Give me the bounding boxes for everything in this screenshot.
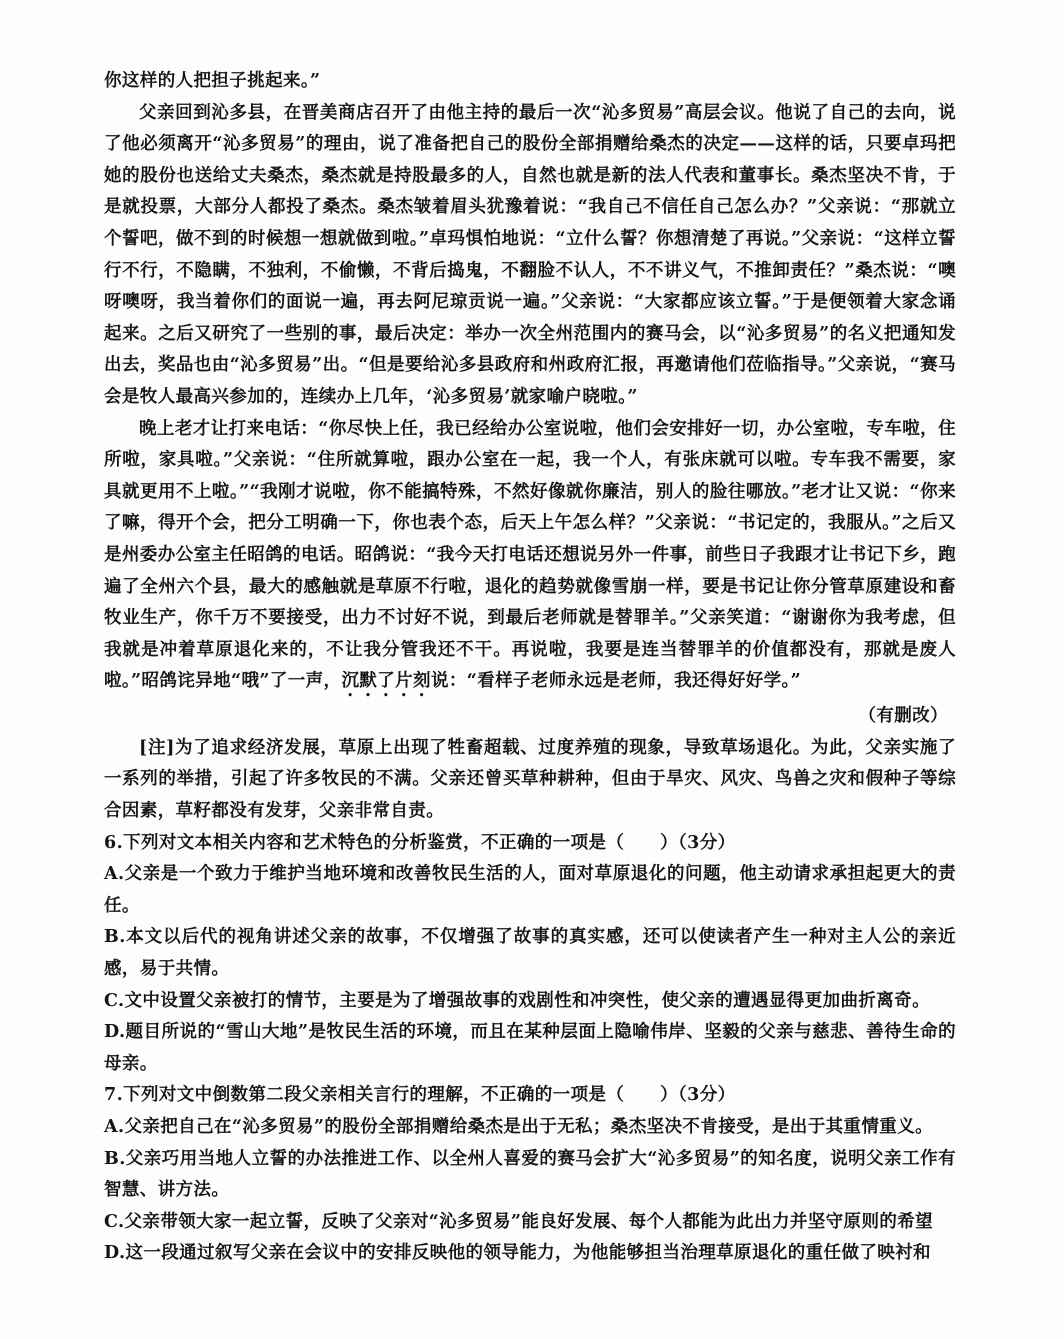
phone-text-after: 说：“看样子老师永远是老师，我还得好好学。” [430,671,802,692]
question-stem: 7.下列对文中倒数第二段父亲相关言行的理解，不正确的一项是（ ）（3分） [104,1085,736,1106]
question-6 [104,828,956,1081]
option-b: B.父亲巧用当地人立誓的办法推进工作、以全州人喜爱的赛马会扩大“沁多贸易”的知名度，说明父亲工作有智慧、讲方法。 [104,1148,956,1201]
question-7 [104,1080,956,1270]
option-b: B.本文以后代的视角讲述父亲的故事，不仅增强了故事的真实感，还可以使读者产生一种对主人公的亲近感，易于共情。 [104,927,956,980]
annotation-note: [注]为了追求经济发展，草原上出现了牲畜超载、过度养殖的现象，导致草场退化。为此，父亲实施了一系列的举措，引起了许多牧民的不满。父亲还曾买草种耕种，但由于旱灾、风灾、鸟兽之灾和假种子等综合因素，草籽都没有发芽，父亲非常自责。 [104,737,956,822]
passage-paragraph-phone [104,414,956,702]
option-a: A.父亲把自己在“沁多贸易”的股份全部捐赠给桑杰是出于无私；桑杰坚决不肯接受，是出于其重情重义。 [104,1117,933,1137]
passage-paragraph-meeting: 父亲回到沁多县，在晋美商店召开了由他主持的最后一次“沁多贸易”高层会议。他说了自己的去向，说了他必须离开“沁多贸易”的理由，说了准备把自己的股份全部捐赠给桑杰的决定——这样的话，只要卓玛把她的股份也送给丈夫桑杰，桑杰就是持股最多的人，自然也就是新的法人代表和董事长。桑杰坚决不肯，于是就投票，大部分人都投了桑杰。桑杰皱着眉头犹豫着说：“我自己不信任自己怎么办？”父亲说：“那就立个誓吧，做不到的时候想一想就做到啦。”卓玛惧怕地说：“立什么誓？你想清楚了再说。”父亲说：“这样立誓行不行，不隐瞒，不独利，不偷懒，不背后捣鬼，不翻脸不认人，不不讲义气，不推卸责任？”桑杰说：“噢呀噢呀，我当着你们的面说一遍，再去阿尼琼贡说一遍。”父亲说：“大家都应该立誓。”于是便领着大家念诵起来。之后又研究了一些别的事，最后决定：举办一次全州范围内的赛马会，以“沁多贸易”的名义把通知发出去，奖品也由“沁多贸易”出。“但是要给沁多县政府和州政府汇报，再邀请他们莅临指导。”父亲说，“赛马会是牧人最高兴参加的，连续办上几年，‘沁多贸易’就家喻户晓啦。” [104,102,956,407]
question-stem: 6.下列对文本相关内容和艺术特色的分析鉴赏，不正确的一项是（ ）（3分） [104,832,736,853]
option-c: C.文中设置父亲被打的情节，主要是为了增强故事的戏剧性和冲突性，使父亲的遭遇显得更加曲折离奇。 [104,990,931,1011]
option-a: A.父亲是一个致力于维护当地环境和改善牧民生活的人，面对草原退化的问题，他主动请求承担起更大的责任。 [104,864,956,916]
phone-text-before: 晚上老才让打来电话：“你尽快上任，我已经给办公室说啦，他们会安排好一切，办公室啦，专车啦，住所啦，家具啦。”父亲说：“住所就算啦，跟办公室在一起，我一个人，有张床就可以啦。专车我不需要，家具就更用不上啦。”“我刚才说啦，你不能搞特殊，不然好像就你廉洁，别人的脸往哪放。”老才让又说：“你来了嘛，得开个会，把分工明确一下，你也表个态，后天上午怎么样？”父亲说：“书记定的，我服从。”之后又是州委办公室主任昭鸽的电话。昭鸽说：“我今天打电话还想说另外一件事，前些日子我跟才让书记下乡，跑遍了全州六个县，最大的感触就是草原不行啦，退化的趋势就像雪崩一样，要是书记让你分管草原建设和畜牧业生产，你千万不要接受，出力不讨好不说，到最后老师就是替罪羊。”父亲笑道：“谢谢你为我考虑，但我就是冲着草原退化来的，不让我分管我还不干。再说啦，我要是连当替罪羊的价值都没有，那就是废人啦。”昭鸽诧异地“哦”了一声， [104,418,956,692]
source-note: （有删改） [858,706,948,727]
page-content [104,66,956,1270]
phone-text-emphasized: 沉默了片刻 [341,671,431,692]
option-c: C.父亲带领大家一起立誓，反映了父亲对“沁多贸易”能良好发展、每个人都能为此出力并坚守原则的希望 [104,1211,934,1232]
option-d: D.这一段通过叙写父亲在会议中的安排反映他的领导能力，为他能够担当治理草原退化的重任做了映衬和 [104,1243,931,1264]
option-d: D.题目所说的“雪山大地”是牧民生活的环境，而且在某种层面上隐喻伟岸、坚毅的父亲与慈悲、善待生命的母亲。 [104,1022,956,1074]
passage-line-fragment: 你这样的人把担子挑起来。” [104,71,321,91]
